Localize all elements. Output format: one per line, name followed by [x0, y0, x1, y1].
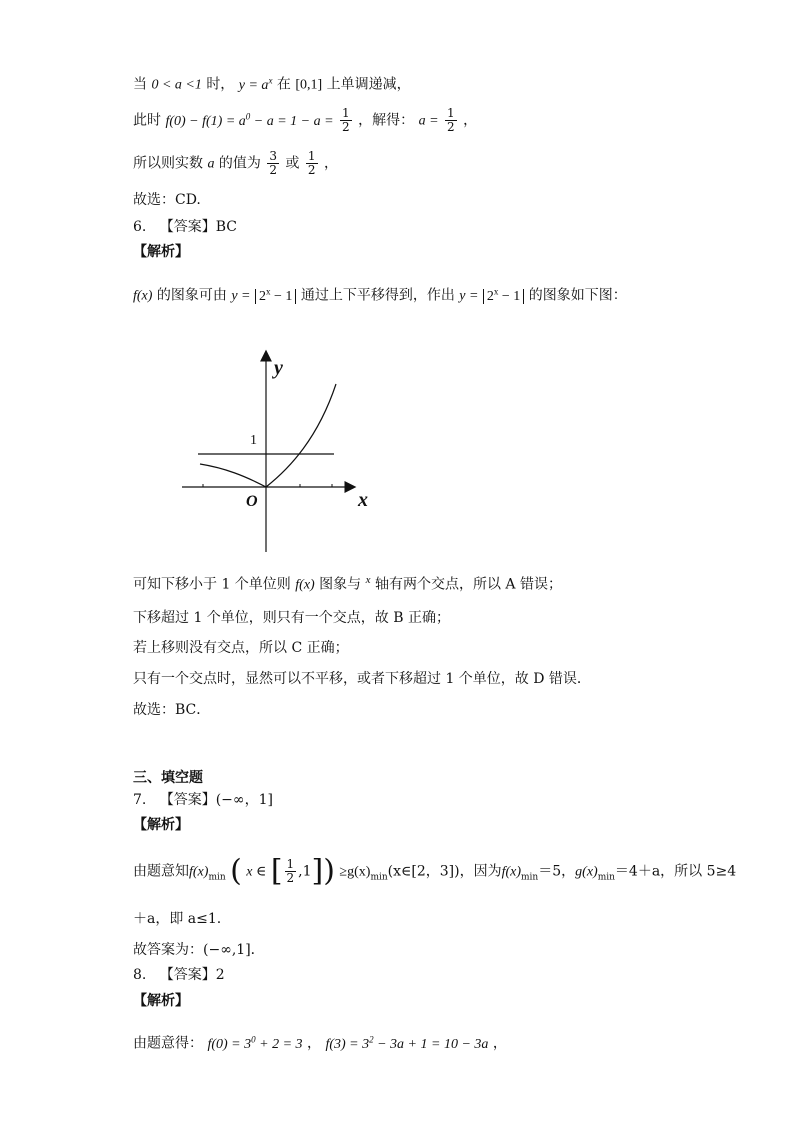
text-line-4: 故选：CD. — [133, 192, 201, 208]
curve-right-branch — [266, 384, 336, 487]
math-sup: x — [493, 286, 499, 296]
math-expr — [325, 1034, 489, 1052]
q7-line-2: ＋a，即 a≤1. — [133, 911, 222, 927]
math-interval: [0,1] — [295, 77, 323, 93]
answer-label: 【答案】2 — [159, 967, 225, 983]
math: 2 — [486, 288, 494, 304]
q6-line-2 — [133, 570, 562, 596]
fraction — [267, 150, 279, 177]
numerator: 3 — [269, 149, 277, 163]
q6-line-6: 故选：BC． — [133, 702, 211, 718]
math-expr — [207, 1034, 303, 1052]
math: − 1 — [498, 288, 521, 304]
text: 或 — [285, 155, 300, 172]
math: f(x) — [189, 864, 209, 880]
math-sup: 2 — [369, 1034, 374, 1044]
numerator: 1 — [307, 149, 316, 163]
text: 的图象可由 — [156, 287, 227, 304]
paren-open: ( — [230, 853, 242, 889]
math: f(x) — [295, 577, 315, 593]
y-axis-label: y — [274, 357, 283, 379]
text: 通过上下平移得到，作出 — [300, 287, 455, 304]
q7-line-1 — [133, 853, 737, 889]
denominator: 2 — [286, 871, 295, 885]
text: 此时 — [133, 112, 161, 129]
numerator: 1 — [286, 857, 295, 871]
q7-line-3: 故答案为：(−∞,1]． — [133, 942, 265, 958]
text: (x∈[2，3])，因为 — [387, 863, 502, 880]
q6-line-5: 只有一个交点时，显然可以不平移，或者下移超过 1 个单位，故 D 错误． — [133, 671, 591, 687]
math: − 1 — [270, 288, 293, 304]
math: f(0) − f(1) = a — [165, 113, 246, 129]
fraction — [285, 858, 297, 885]
text: 可知下移小于 1 个单位则 — [133, 576, 291, 593]
text: 轴有两个交点，所以 A 错误； — [374, 576, 562, 593]
numerator: 1 — [342, 106, 350, 121]
denominator: 2 — [307, 163, 316, 177]
origin-label: O — [246, 493, 258, 510]
math-func — [238, 75, 273, 93]
math-sup: 0 — [251, 1034, 256, 1044]
text: 图象与 — [319, 576, 362, 593]
text: 在 — [276, 76, 291, 93]
text: 所以则实数 — [133, 155, 203, 172]
text-line-1 — [133, 70, 411, 96]
question-number: 6. — [133, 219, 147, 235]
numerator: 1 — [446, 106, 455, 121]
math: + 2 = 3 — [255, 1036, 303, 1052]
question-number: 8. — [133, 967, 147, 983]
q6-answer-line — [133, 217, 237, 237]
answer-label: 【答案】(−∞，1] — [159, 792, 273, 808]
math: f(3) = 3 — [325, 1036, 370, 1052]
math-cond: 0 < a <1 — [151, 77, 202, 93]
q7-answer-line — [133, 790, 273, 810]
math: x — [365, 574, 371, 586]
text: 的图象如下图： — [528, 287, 627, 304]
text: ， — [306, 1035, 321, 1052]
bracket-close: ] — [311, 853, 324, 889]
q8-line-1 — [133, 1029, 507, 1055]
graph-figure — [170, 340, 390, 560]
text: ，解得： — [358, 112, 415, 129]
math: y = a — [238, 77, 269, 93]
answer-label: 【答案】BC — [159, 219, 237, 235]
text: ， — [463, 112, 478, 129]
text: ， — [492, 1035, 507, 1052]
math: f(x) — [501, 864, 522, 880]
subscript: min — [208, 872, 226, 883]
text: 当 — [133, 76, 147, 93]
math: a — [207, 156, 215, 172]
text: ＝5， — [538, 863, 576, 880]
text-line-3 — [133, 150, 338, 177]
math: 2 — [258, 288, 266, 304]
fraction — [340, 107, 352, 134]
text: ＝4＋a，所以 5≥4 — [614, 863, 737, 880]
bracket-open: [ — [270, 853, 283, 889]
q6-line-4: 若上移则没有交点，所以 C 正确； — [133, 640, 349, 656]
denominator: 2 — [269, 163, 277, 177]
math-sup: x — [268, 75, 273, 85]
math: ≥g(x) — [339, 864, 371, 880]
math: a = — [418, 113, 439, 129]
paren-close: ) — [323, 853, 335, 889]
math: ,1 — [298, 863, 312, 880]
math-expr — [165, 111, 334, 129]
x-axis-label: x — [358, 489, 368, 511]
text: 由题意知 — [133, 863, 189, 880]
q6-line-3: 下移超过 1 个单位，则只有一个交点，故 B 正确； — [133, 610, 450, 626]
graph-svg — [170, 340, 390, 560]
abs-expr — [255, 286, 296, 304]
math: f(0) = 3 — [207, 1036, 252, 1052]
section-heading: 三、填空题 — [133, 770, 203, 786]
text: 上单调递减， — [326, 76, 411, 93]
q8-analysis-label: 【解析】 — [133, 993, 189, 1009]
q6-analysis-label: 【解析】 — [133, 244, 189, 260]
subscript: min — [370, 872, 388, 883]
math: f(x) — [133, 288, 153, 304]
subscript: min — [597, 872, 615, 883]
denominator: 2 — [446, 120, 455, 135]
text: 由题意得： — [133, 1035, 203, 1052]
text: ， — [324, 155, 338, 172]
math-sup: x — [265, 286, 271, 296]
subscript: min — [521, 872, 539, 883]
fraction — [445, 107, 457, 134]
denominator: 2 — [342, 120, 350, 135]
text-line-2 — [133, 106, 477, 134]
math: − 3a + 1 = 10 − 3a — [373, 1036, 489, 1052]
abs-expr — [483, 286, 524, 304]
q7-analysis-label: 【解析】 — [133, 817, 189, 833]
math: x ∈ — [246, 864, 267, 880]
math: y = — [231, 288, 251, 304]
math: − a = 1 − a = — [250, 113, 334, 129]
math-sup: 0 — [245, 111, 251, 121]
y-one-label: 1 — [250, 433, 257, 448]
text: 的值为 — [218, 155, 261, 172]
fraction — [306, 150, 318, 177]
curve-left-branch — [200, 464, 266, 487]
math: g(x) — [575, 864, 598, 880]
text: 时， — [206, 76, 235, 93]
q8-answer-line — [133, 965, 225, 985]
q6-line-1 — [133, 281, 627, 307]
question-number: 7. — [133, 792, 147, 808]
math: y = — [459, 288, 479, 304]
